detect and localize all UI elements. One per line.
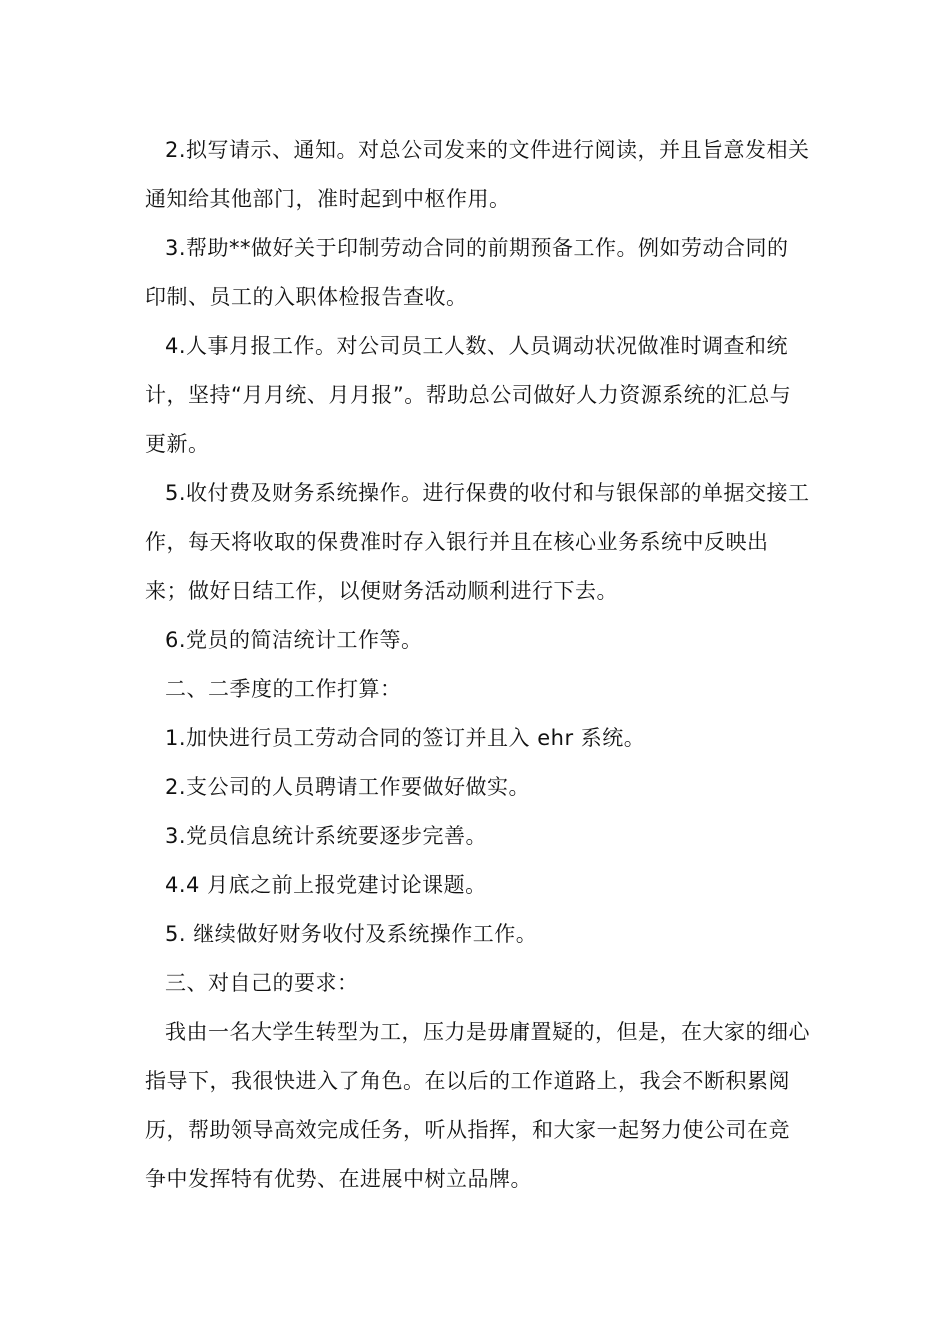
paragraph-item-5: 5.收付费及财务系统操作。进行保费的收付和与银保部的单据交接工作，每天将收取的保费准时存入银行并且在核心业务系统中反映出来；做好日结工作，以便财务活动顺利进行下去。 [145,481,810,603]
paragraph-item-4: 4.人事月报工作。对公司员工人数、人员调动状况做准时调查和统计，坚持“月月统、月月报”。帮助总公司做好人力资源系统的汇总与更新。 [145,334,792,456]
paragraph-item-2: 2.拟写请示、通知。对总公司发来的文件进行阅读，并且旨意发相关通知给其他部门，准时起到中枢作用。 [145,138,810,211]
plan-item-5: 5. 继续做好财务收付及系统操作工作。 [165,922,538,946]
section-heading-3: 三、对自己的要求： [165,971,359,995]
plan-item-3: 3.党员信息统计系统要逐步完善。 [165,824,488,848]
paragraph-item-6: 6.党员的简洁统计工作等。 [165,628,423,652]
document-body [145,126,810,1204]
section-heading-2: 二、二季度的工作打算： [165,677,402,701]
plan-item-2: 2.支公司的人员聘请工作要做好做实。 [165,775,531,799]
plan-item-1: 1.加快进行员工劳动合同的签订并且入 ehr 系统。 [165,726,646,750]
paragraph-item-3: 3.帮助**做好关于印制劳动合同的前期预备工作。例如劳动合同的印制、员工的入职体检报告查收。 [145,236,789,309]
closing-paragraph: 我由一名大学生转型为工，压力是毋庸置疑的，但是，在大家的细心指导下，我很快进入了角色。在以后的工作道路上，我会不断积累阅历，帮助领导高效完成任务，听从指挥，和大家一起努力使公司在竞争中发挥特有优势、在进展中树立品牌。 [145,1020,810,1191]
plan-item-4: 4.4 月底之前上报党建讨论课题。 [165,873,487,897]
